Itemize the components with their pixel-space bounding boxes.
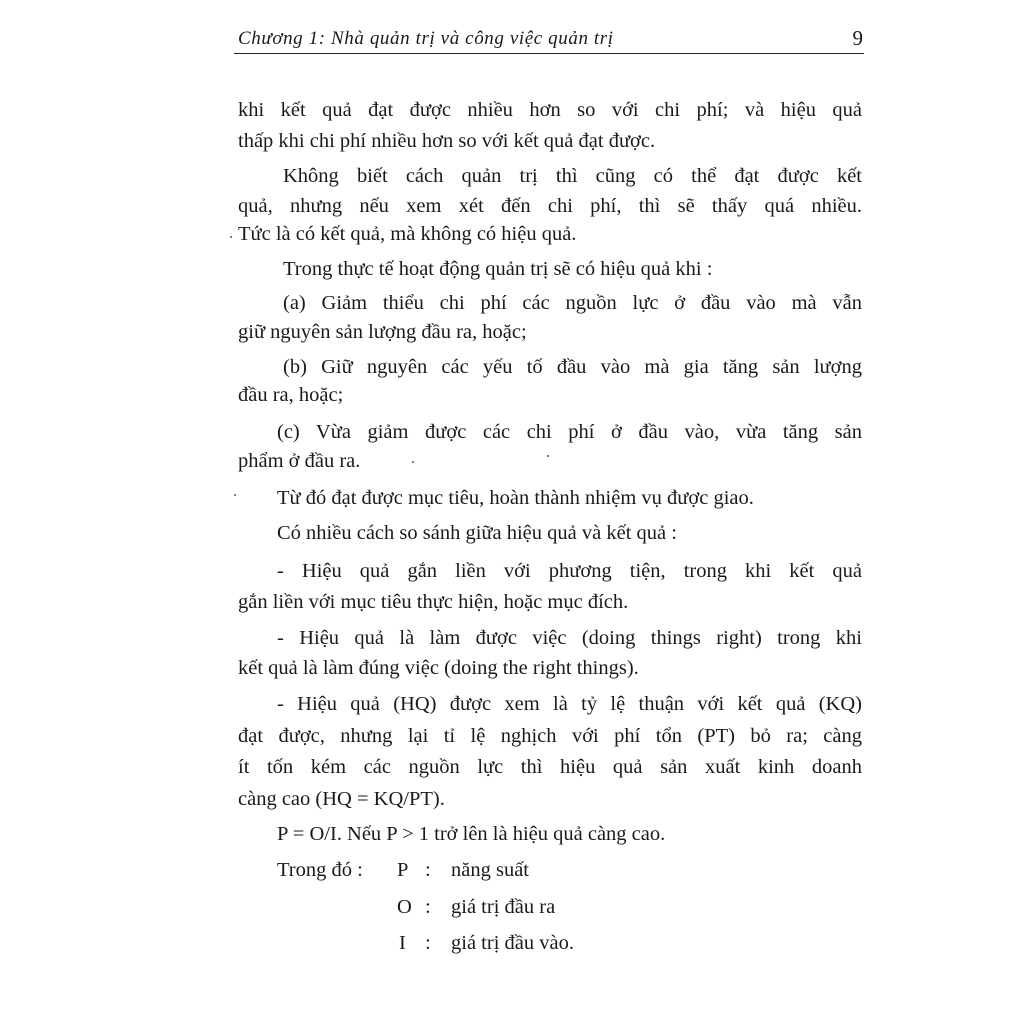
text-line: (a) Giảm thiểu chi phí các nguồn lực ở đầu vào mà vẫn (283, 293, 862, 314)
text-line: Tức là có kết quả, mà không có hiệu quả. (238, 223, 577, 245)
scan-speck (547, 455, 549, 457)
definitions-intro: Trong đó : (277, 859, 363, 881)
text-line: quả, nhưng nếu xem xét đến chi phí, thì sẽ thấy quá nhiều. (238, 196, 862, 217)
text-line: Có nhiều cách so sánh giữa hiệu quả và kết quả : (277, 522, 677, 544)
page-number: 9 (852, 26, 863, 50)
formula-line: P = O/I. Nếu P > 1 trở lên là hiệu quả càng cao. (277, 823, 666, 845)
text-line: đạt được, nhưng lại tỉ lệ nghịch với phí tổn (PT) bỏ ra; càng (238, 726, 862, 747)
scan-speck (234, 494, 236, 496)
text-line: - Hiệu quả là làm được việc (doing things right) trong khi (277, 628, 862, 649)
definition-symbol: P (397, 859, 409, 881)
text-line: - Hiệu quả gắn liền với phương tiện, trong khi kết quả (277, 561, 862, 582)
definition-symbol: I (399, 932, 406, 954)
definition-meaning: giá trị đầu vào. (451, 932, 574, 954)
text-line: phẩm ở đầu ra. (238, 450, 361, 472)
text-line: đầu ra, hoặc; (238, 384, 344, 406)
text-line: gắn liền với mục tiêu thực hiện, hoặc mục đích. (238, 591, 629, 613)
definition-meaning: giá trị đầu ra (451, 896, 556, 918)
text-line: càng cao (HQ = KQ/PT). (238, 788, 445, 810)
scan-speck (230, 236, 232, 238)
text-line: giữ nguyên sản lượng đầu ra, hoặc; (238, 321, 527, 343)
text-line: Trong thực tế hoạt động quản trị sẽ có hiệu quả khi : (283, 258, 713, 280)
definition-meaning: năng suất (451, 859, 529, 881)
text-line: Không biết cách quản trị thì cũng có thể đạt được kết (283, 166, 862, 187)
scan-speck (412, 461, 414, 463)
chapter-title: Chương 1: Nhà quản trị và công việc quản trị (238, 28, 614, 49)
definition-colon: : (425, 932, 431, 954)
definition-colon: : (425, 896, 431, 918)
text-line: thấp khi chi phí nhiều hơn so với kết quả đạt được. (238, 130, 656, 152)
text-line: Từ đó đạt được mục tiêu, hoàn thành nhiệm vụ được giao. (277, 487, 754, 509)
definition-colon: : (425, 859, 431, 881)
text-line: - Hiệu quả (HQ) được xem là tỷ lệ thuận với kết quả (KQ) (277, 694, 862, 715)
text-line: khi kết quả đạt được nhiều hơn so với chi phí; và hiệu quả (238, 100, 862, 121)
text-line: ít tốn kém các nguồn lực thì hiệu quả sản xuất kinh doanh (238, 757, 862, 778)
text-line: kết quả là làm đúng việc (doing the right things). (238, 657, 639, 679)
text-line: (c) Vừa giảm được các chi phí ở đầu vào, vừa tăng sản (277, 422, 862, 443)
definition-symbol: O (397, 896, 412, 918)
text-line: (b) Giữ nguyên các yếu tố đầu vào mà gia tăng sản lượng (283, 357, 862, 378)
